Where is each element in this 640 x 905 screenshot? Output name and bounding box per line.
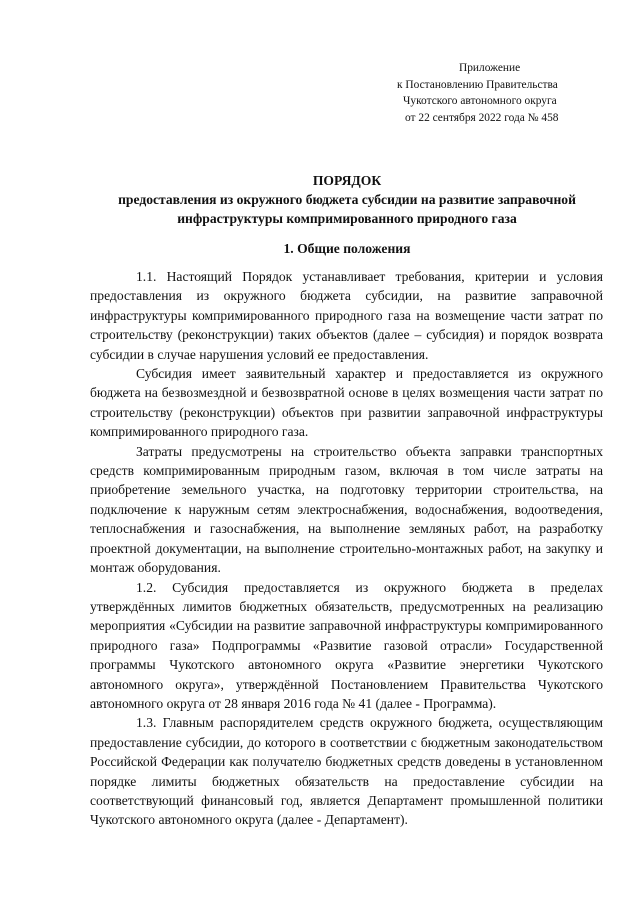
section-heading: 1. Общие положения — [283, 241, 411, 256]
section-body — [90, 267, 603, 830]
appendix-header — [393, 60, 603, 126]
paragraph-1-2: 1.2. Субсидия предоставляется из окружного бюджета в пределах утверждённых лимитов бюджетных обязательств, предусмотренных на реализацию мероприятия «Субсидии на развитие заправочной инфраструктуры компримированного природного газа» Подпрограммы «Развитие газовой отрасли» Государственной программы Чукотского автономного округа «Развитие энергетики Чукотского автономного округа», утверждённой Постановлением Правительства Чукотского автономного округа от 28 января 2016 года № 41 (далее - Программа). — [90, 579, 603, 711]
appendix-line-2: к Постановлению Правительства — [397, 78, 558, 91]
title-subtitle: предоставления из окружного бюджета субсидии на развитие заправочной инфраструктуры компримированного природного газа — [118, 192, 576, 226]
paragraph-costs: Затраты предусмотрены на строительство объекта заправки транспортных средств компримированным природным газом, включая в том числе затраты на приобретение земельного участка, на подготовку территории строительства, на подключение к наружным сетям электроснабжения, водоснабжения, водоотведения, теплоснабжения и газоснабжения, на выполнение земляных работ, на разработку проектной документации, на выполнение строительно-монтажных работ, на закупку и монтаж оборудования. — [90, 443, 603, 576]
title-main: ПОРЯДОК — [312, 173, 382, 188]
appendix-line-3: Чукотского автономного округа — [403, 95, 557, 107]
paragraph-1-1: 1.1. Настоящий Порядок устанавливает требования, критерии и условия предоставления из окружного бюджета субсидии, на развитие заправочной инфраструктуры компримированного природного газа на возмещение части затрат по строительству (реконструкции) таких объектов (далее – субсидия) и порядок возврата субсидии в случае нарушения условий ее предоставления. — [90, 269, 603, 362]
paragraph-1-3: 1.3. Главным распорядителем средств окружного бюджета, осуществляющим предоставление субсидии, до которого в соответствии с бюджетным законодательством Российской Федерации как получателю бюджетных средств доведены в установленном порядке лимиты бюджетных обязательств на предоставление субсидии на соответствующий финансовый год, является Департамент промышленной политики Чукотского автономного округа (далее - Департамент). — [90, 715, 603, 828]
appendix-line-4: от 22 сентября 2022 года № 458 — [405, 111, 559, 124]
paragraph-subsidy: Субсидия имеет заявительный характер и предоставляется из окружного бюджета на безвозмездной и безвозвратной основе в целях возмещения части затрат по строительству (реконструкции) объектов при развитии заправочной инфраструктуры компримированного природного газа. — [90, 366, 603, 440]
document-title — [90, 171, 604, 228]
appendix-line-1: Приложение — [459, 62, 521, 74]
